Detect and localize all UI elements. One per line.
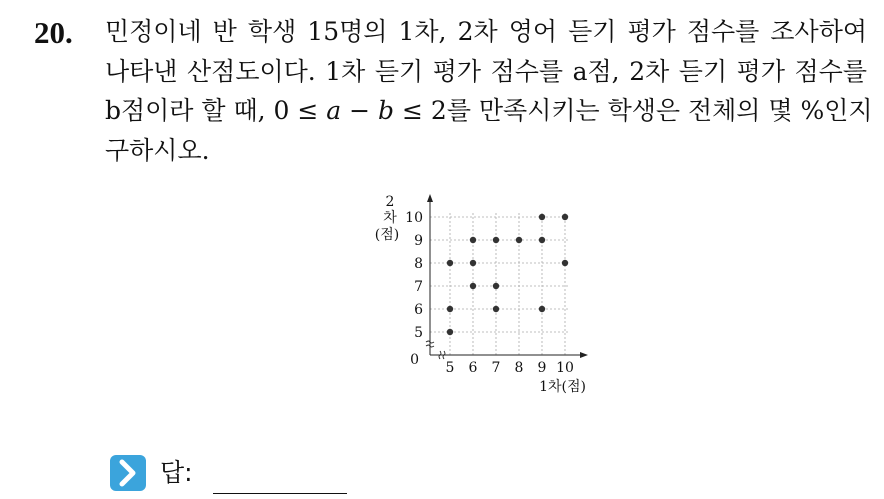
chevron-right-icon: [110, 455, 146, 491]
question-line-1: 민정이네 반 학생 15명의 1차, 2차 영어 듣기 평가 점수를 조사하여: [105, 17, 867, 46]
y-tick-label: 6: [414, 302, 423, 318]
question-line-2: 나타낸 산점도이다. 1차 듣기 평가 점수를 a점, 2차 듣기 평가 점수를: [105, 56, 867, 86]
x-tick-label: 9: [537, 360, 547, 376]
data-point: [493, 237, 499, 243]
data-point: [493, 283, 499, 289]
x-tick-label: 8: [514, 360, 524, 376]
x-axis-arrow: [580, 352, 588, 358]
answer-label: 답:: [160, 458, 193, 487]
data-point: [562, 260, 568, 266]
chart-points: [447, 214, 568, 335]
data-point: [493, 306, 499, 312]
y-axis-arrow: [427, 194, 433, 202]
question-number: 20.: [34, 15, 73, 50]
condition-math: 0 ≤ a − b ≤ 2: [273, 96, 447, 125]
data-point: [562, 214, 568, 220]
data-point: [539, 306, 545, 312]
data-point: [539, 237, 545, 243]
y-tick-label: 10: [405, 210, 423, 226]
data-point: [470, 260, 476, 266]
question-text: [105, 12, 873, 170]
x-tick-label: 6: [468, 360, 478, 376]
y-axis-label: 2: [385, 194, 395, 210]
data-point: [539, 214, 545, 220]
y-tick-label: 5: [414, 325, 423, 341]
y-tick-label: 8: [414, 256, 423, 272]
data-point: [447, 329, 453, 335]
data-point: [447, 306, 453, 312]
data-point: [470, 283, 476, 289]
data-point: [516, 237, 522, 243]
data-point: [470, 237, 476, 243]
y-tick-label: 9: [414, 233, 423, 249]
question-line-3: [105, 91, 873, 131]
y-axis-label: 차: [383, 210, 397, 226]
data-point: [447, 260, 453, 266]
question-line-3-head: b점이라 할 때,: [105, 96, 274, 125]
condition-tail: 를 만족시키는 학생은 전체의 몇 %인지: [446, 96, 873, 125]
question-line-4: 구하시오.: [105, 135, 210, 165]
answer-blank[interactable]: [213, 493, 347, 494]
x-tick-label: 7: [491, 360, 501, 376]
x-tick-label: 5: [445, 360, 455, 376]
x-tick-label: 10: [556, 360, 574, 376]
y-tick-label: 7: [414, 279, 423, 295]
y-axis-label: (점): [374, 227, 400, 243]
x-axis-label: 1차(점): [539, 379, 586, 395]
origin-label: 0: [410, 352, 419, 368]
scatter-plot: [360, 190, 600, 400]
